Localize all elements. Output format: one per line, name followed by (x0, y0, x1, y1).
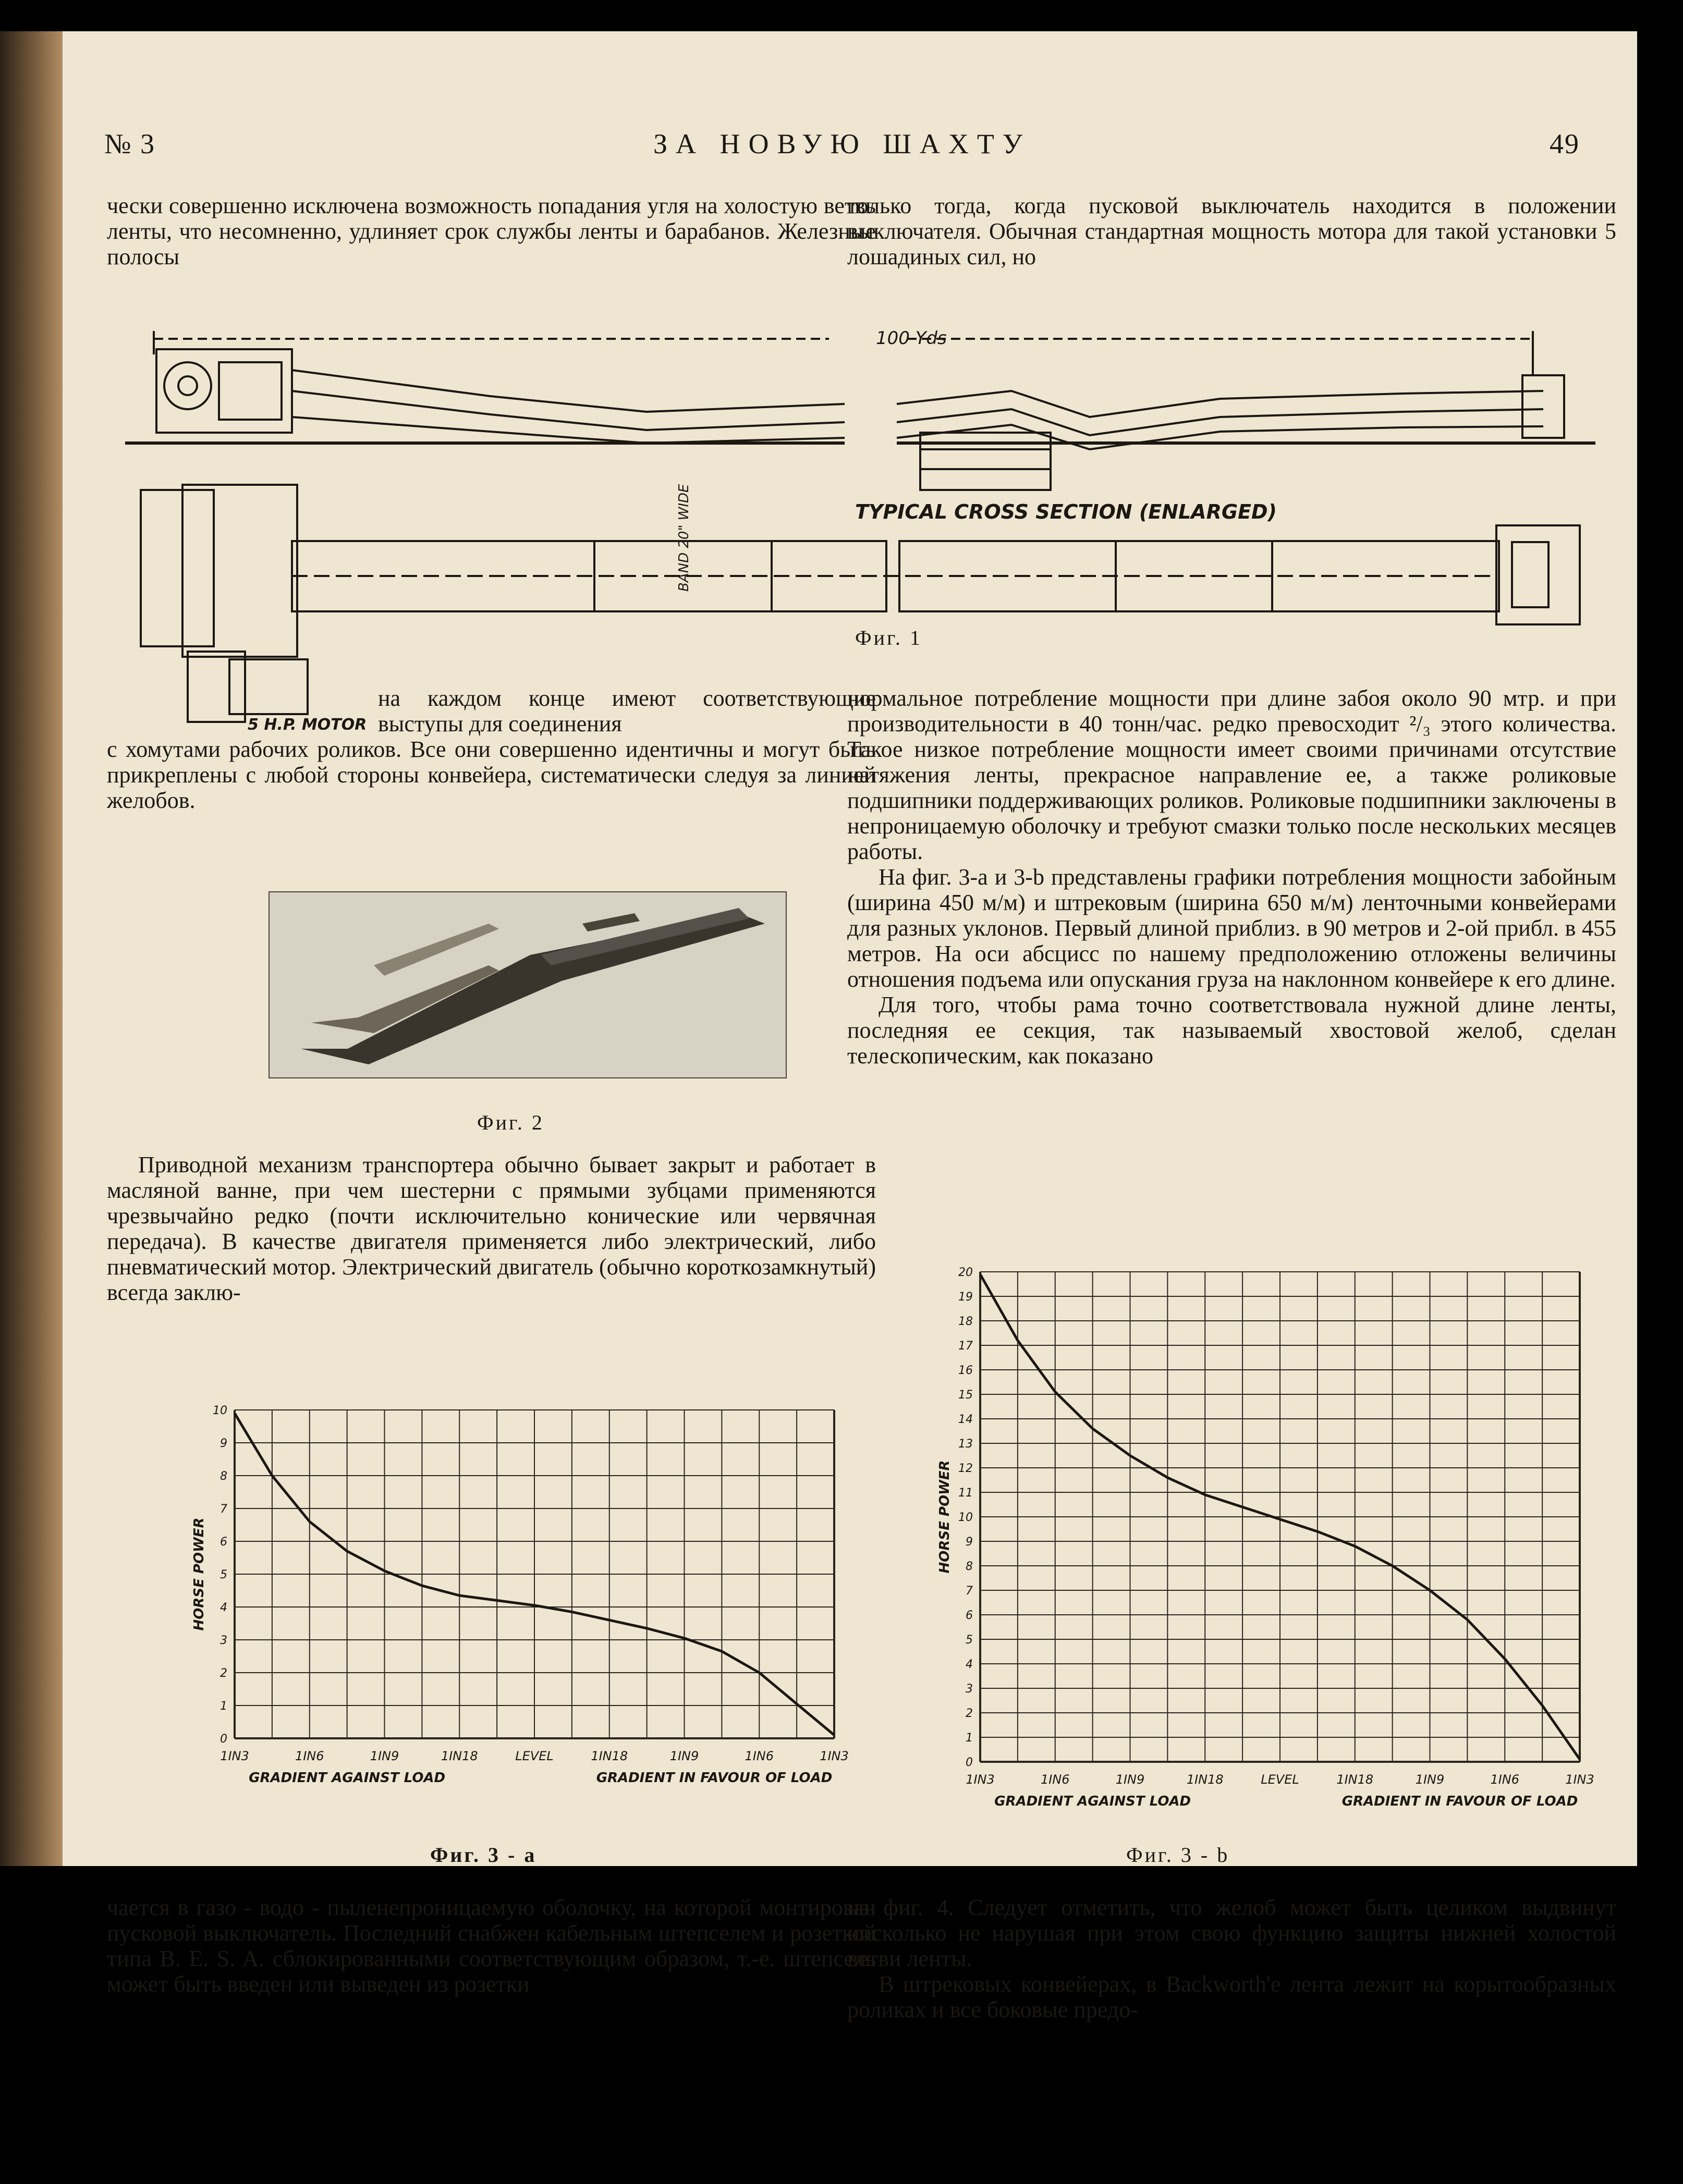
chart-0-xtick: 1IN9 (669, 1749, 699, 1763)
figure-3b-chart (855, 1241, 1616, 1835)
chart-0-xtick: 1IN18 (591, 1749, 628, 1763)
chart-1-ytick: 17 (958, 1340, 973, 1353)
chart-1-ytick: 4 (966, 1658, 973, 1671)
chart-1-ytick: 10 (958, 1511, 973, 1524)
chart-0-xlabel-left: GRADIENT AGAINST LOAD (249, 1770, 446, 1786)
chart-0-ytick: 10 (213, 1404, 227, 1417)
chart-0-xtick: 1IN18 (441, 1749, 478, 1763)
chart-0-ytick: 7 (220, 1503, 227, 1516)
page (63, 31, 1637, 2022)
fig3b-caption: Фиг. 3 - b (1126, 1843, 1230, 1867)
fig3a-caption: Фиг. 3 - а (430, 1843, 537, 1867)
chart-1-ytick: 7 (966, 1585, 973, 1598)
chart-1-xtick: 1IN3 (966, 1772, 995, 1787)
chart-1-xtick: LEVEL (1261, 1772, 1299, 1787)
chart-0-xtick: 1IN3 (820, 1749, 849, 1763)
chart-1-xlabel-left: GRADIENT AGAINST LOAD (994, 1794, 1191, 1809)
fig1-motor-label: 5 H.P. MOTOR (248, 716, 367, 730)
chart-0-ytick: 3 (220, 1634, 227, 1647)
chart-0-xtick: 1IN3 (220, 1749, 249, 1763)
chart-0-ytick: 5 (220, 1568, 227, 1581)
chart-1-ytick: 6 (966, 1609, 973, 1622)
chart-0-ytick: 9 (220, 1437, 227, 1450)
chart-1-ytick: 13 (958, 1438, 973, 1451)
chart-0-ytick: 0 (220, 1733, 227, 1746)
figure-1-conveyor-drawing (125, 313, 1595, 730)
chart-0-xlabel-right: GRADIENT IN FAVOUR OF LOAD (596, 1770, 833, 1786)
chart-1-xtick: 1IN18 (1186, 1772, 1224, 1787)
chart-1-ytick: 11 (958, 1487, 973, 1500)
fig1-dimension-label: 100 Yds (876, 328, 947, 349)
chart-1-ytick: 5 (966, 1634, 973, 1647)
page-number: 49 (1550, 128, 1580, 159)
chart-1-ytick: 20 (958, 1266, 973, 1279)
text-mid-left: с хомутами рабочих роликов. Все они совершенно идентичны и могут быть прикреплены с любой стороны конвейера, систематически следуя за линией желобов. (107, 737, 876, 813)
fig1-band-label: BAND 20" WIDE (676, 484, 692, 592)
chart-1-ytick: 3 (966, 1683, 973, 1696)
text-top-left: чески совершенно исключена возможность попадания угля на холостую ветвь ленты, что несомненно, удлиняет срок службы ленты и барабанов. Железные полосы (107, 193, 876, 269)
fig2-caption: Фиг. 2 (477, 1111, 544, 1134)
chart-1-xtick: 1IN18 (1336, 1772, 1374, 1787)
issue-number: № 3 (104, 128, 156, 159)
chart-1-ytick: 15 (958, 1389, 973, 1402)
chart-0-ytick: 1 (220, 1700, 227, 1713)
text-bottom-right: на фиг. 4. Следует отметить, что желоб может быть целиком выдвинут нисколько не нарушая при этом свою функцию защиты нижней холостой ветви ленты. В штрековых конвейерах, в Backworth'е лента лежит на корытообразных роликах и все боковые предо- (847, 1895, 1616, 2022)
chart-0-ytick: 2 (220, 1667, 227, 1680)
chart-1-ytick: 1 (966, 1732, 973, 1745)
chart-0-xtick: LEVEL (515, 1749, 554, 1763)
chart-0-xtick: 1IN6 (745, 1749, 774, 1763)
chart-1-ytick: 0 (966, 1756, 973, 1769)
fig1-cross-section-label: TYPICAL CROSS SECTION (ENLARGED) (855, 500, 1277, 523)
chart-1-xtick: 1IN6 (1040, 1772, 1070, 1787)
chart-1-grid (980, 1272, 1580, 1762)
chart-0-grid (235, 1410, 834, 1738)
chart-0-ytick: 6 (220, 1536, 227, 1549)
fig1-caption: Фиг. 1 (855, 626, 922, 649)
text-mid-right: нормальное потребление мощности при длине забоя около 90 мтр. и при производительности в 40 тонн/час. редко превосходит ²/₃ этого количества. Такое низкое потребление мощности имеет своими причинами отсутствие натяжения ленты, прекрасное направление ее, а также роликовые подшипники поддерживающих роликов. Роликовые подшипники заключены в непроницаемую оболочку и требуют смазки только после нескольких месяцев работы. На фиг. 3-а и 3-b представлены графики потребления мощности забойным (ширина 450 м/м) и штрековым (ширина 650 м/м) ленточными конвейерами для разных уклонов. Первый длиной приблиз. в 90 метров и 2-ой прибл. в 455 метров. На оси абсцисс по нашему предположению отложены величины отношения подъема или опускания груза на наклонном конвейере к его длине. Для того, чтобы рама точно соответствовала нужной длине ленты, последняя ее секция, так называемый хвостовой желоб, сделан телескопическим, как показано (847, 685, 1616, 1069)
chart-1-xtick: 1IN9 (1415, 1772, 1445, 1787)
chart-1-ytick: 14 (958, 1413, 973, 1426)
chart-1-xtick: 1IN9 (1115, 1772, 1145, 1787)
text-top-right: только тогда, когда пусковой выключатель находится в положении выключателя. Обычная стандартная мощность мотора для такой установки 5 лошадиных сил, но (847, 193, 1616, 269)
text-lower-left: Приводной механизм транспортера обычно бывает закрыт и работает в масляной ванне, при чем шестерни с прямыми зубцами применяются чрезвычайно редко (почти исключительно конические или червячная передача). В качестве двигателя применяется либо электрический, либо пневматический мотор. Электрический двигатель (обычно короткозамкнутый) всегда заклю- (107, 1152, 876, 1305)
chart-1-ytick: 2 (966, 1707, 973, 1720)
chart-1-ytick: 9 (966, 1536, 973, 1549)
chart-1-xtick: 1IN6 (1490, 1772, 1520, 1787)
figure-2-photo (269, 891, 787, 1078)
chart-0-xtick: 1IN9 (370, 1749, 399, 1763)
chart-0-xtick: 1IN6 (295, 1749, 324, 1763)
figure-3a-chart (115, 1366, 876, 1824)
text-mid-left-wrap: на каждом конце имеют соответствующие выступы для соединения (378, 685, 876, 737)
chart-0-ylabel: HORSE POWER (191, 1517, 207, 1631)
chart-1-ytick: 16 (958, 1364, 973, 1377)
chart-1-ytick: 12 (958, 1462, 973, 1475)
chart-1-xlabel-right: GRADIENT IN FAVOUR OF LOAD (1341, 1794, 1578, 1809)
chart-1-ylabel: HORSE POWER (937, 1460, 953, 1574)
journal-title: ЗА НОВУЮ ШАХТУ (653, 128, 1031, 159)
chart-0-ytick: 4 (220, 1601, 227, 1614)
page-header (104, 128, 1580, 175)
chart-1-ytick: 19 (958, 1291, 973, 1304)
chart-1-ytick: 18 (958, 1315, 973, 1328)
chart-1-ytick: 8 (966, 1560, 973, 1573)
chart-1-xtick: 1IN3 (1565, 1772, 1594, 1787)
chart-0-ytick: 8 (220, 1470, 227, 1483)
text-bottom-left: чается в газо - водо - пыленепроницаемую оболочку, на которой монтирован пусковой выключатель. Последний снабжен кабельным штепселем и розеткой типа B. E. S. A. сблокированными соответствующим образом, т.-е. штепсель может быть введен или выведен из розетки (107, 1895, 876, 1997)
